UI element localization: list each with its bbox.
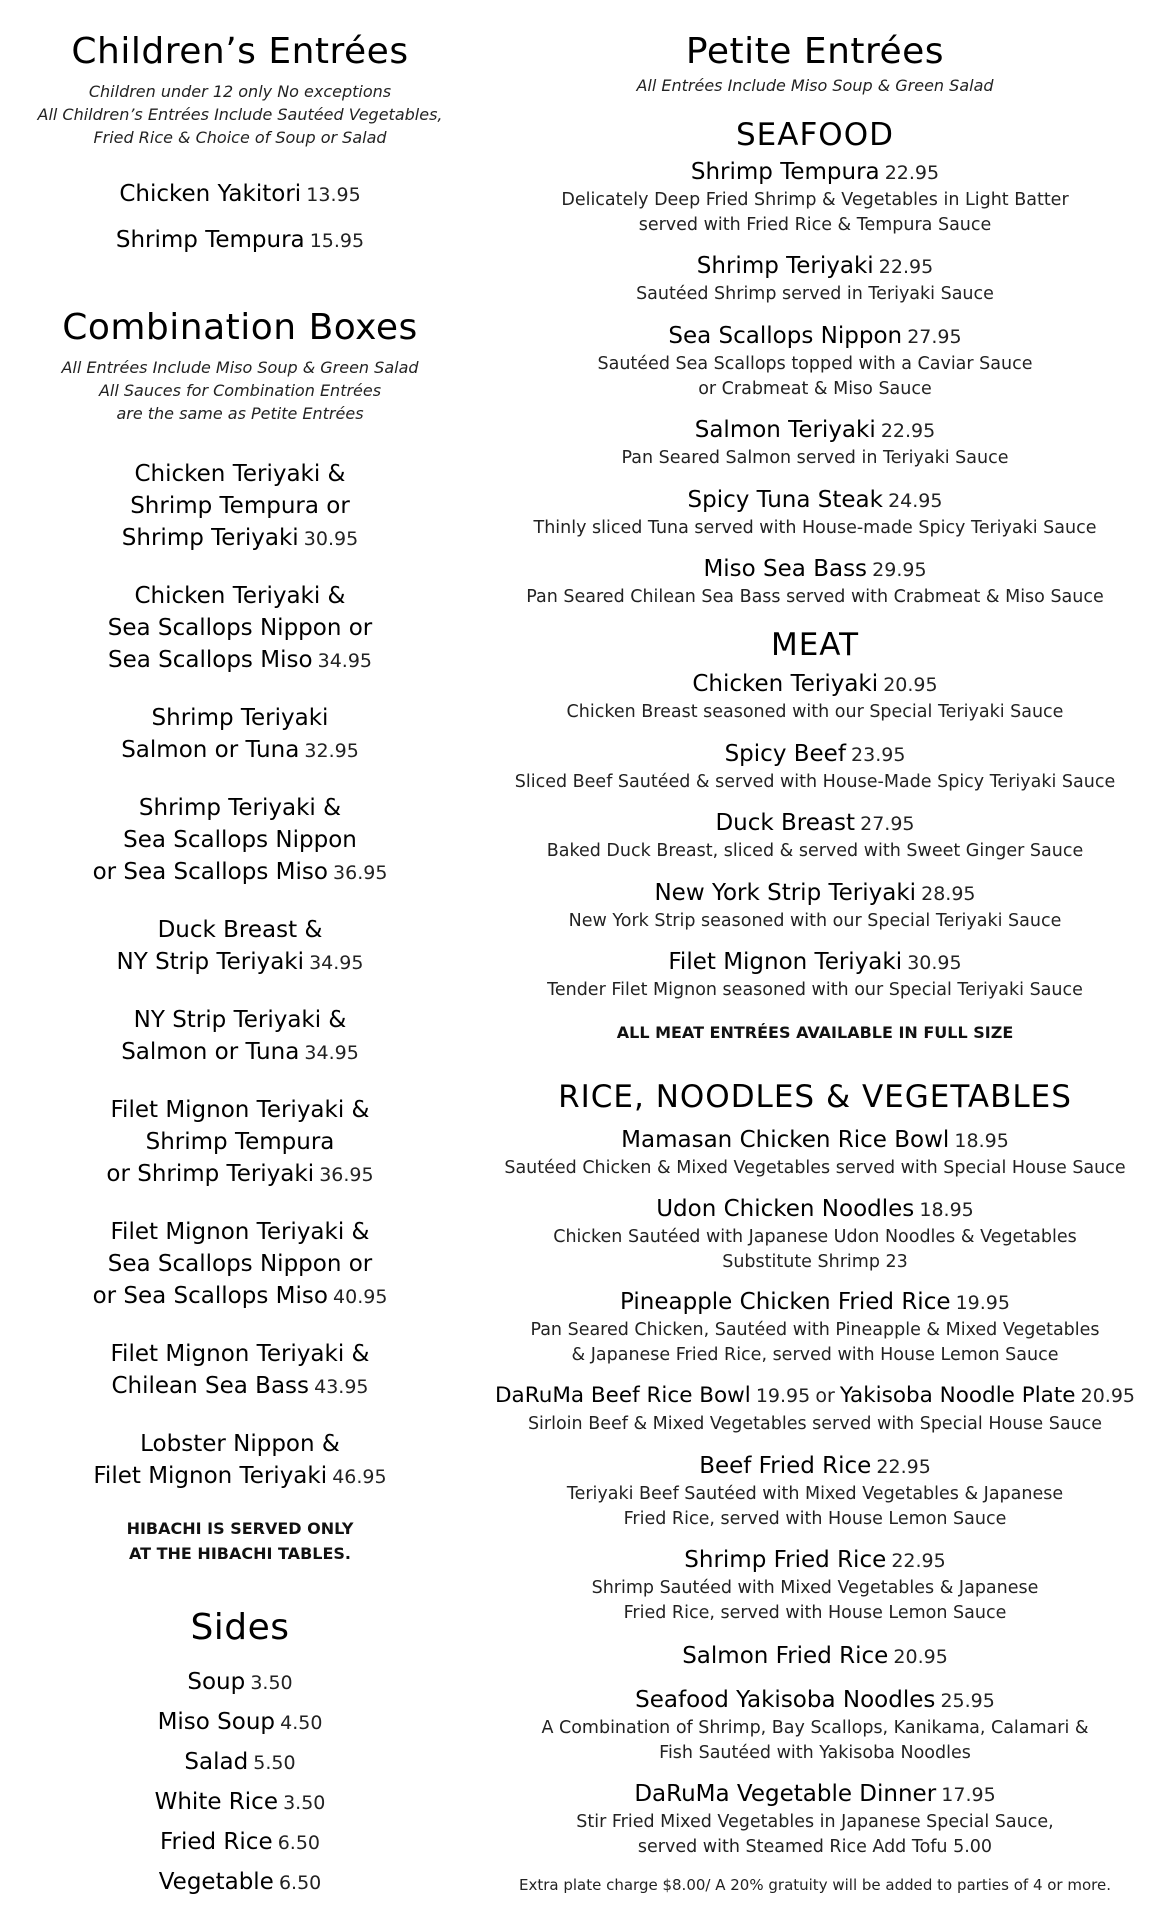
item-name-line: Salmon or Tuna <box>121 737 300 763</box>
item-price: 3.50 <box>283 1792 326 1814</box>
item-name: Fried Rice <box>159 1829 273 1855</box>
side-item <box>30 1786 450 1826</box>
item-name: Yakisoba Noodle Plate <box>839 1383 1076 1408</box>
combo-title: Combination Boxes <box>62 307 418 348</box>
item-price: 22.95 <box>880 420 936 442</box>
item-name: Shrimp Tempura <box>690 159 880 185</box>
combo-item <box>30 792 450 888</box>
item-price: 34.95 <box>304 1042 359 1064</box>
children-title: Children’s Entrées <box>71 31 409 72</box>
item-name-line: Filet Mignon Teriyaki & <box>110 1341 370 1367</box>
seafood-item <box>470 484 1160 541</box>
item-desc: Sirloin Beef & Mixed Vegetables served with Special House Sauce <box>527 1414 1103 1434</box>
item-price: 19.95 <box>955 1292 1010 1314</box>
item-name-line: Shrimp Teriyaki <box>121 525 299 551</box>
item-price: 34.95 <box>317 650 373 672</box>
combo-item <box>30 580 450 676</box>
item-desc: Fish Sautéed with Yakisoba Noodles <box>659 1743 971 1763</box>
item-name: Pineapple Chicken Fried Rice <box>620 1289 951 1315</box>
sides-title: Sides <box>190 1607 290 1648</box>
seafood-title: SEAFOOD <box>736 117 894 153</box>
rice-item <box>470 1778 1160 1860</box>
rice-item <box>470 1286 1160 1368</box>
item-price: 13.95 <box>306 184 361 206</box>
item-price: 40.95 <box>333 1286 388 1308</box>
item-name: Chicken Yakitori <box>119 181 302 207</box>
item-desc: Sautéed Shrimp served in Teriyaki Sauce <box>636 284 994 304</box>
item-name-line: Sea Scallops Nippon or <box>107 1251 373 1277</box>
rice-item <box>470 1640 1160 1672</box>
item-name: DaRuMa Beef Rice Bowl <box>494 1383 751 1408</box>
meat-full-size-note: ALL MEAT ENTRÉES AVAILABLE IN FULL SIZE <box>616 1023 1014 1042</box>
item-price: 27.95 <box>907 326 962 348</box>
item-name: Spicy Tuna Steak <box>687 487 883 513</box>
item-name: Soup <box>187 1669 246 1695</box>
item-name-line: Filet Mignon Teriyaki <box>93 1463 328 1489</box>
item-name-line: Lobster Nippon & <box>140 1431 340 1457</box>
combo-note: All Sauces for Combination Entrées <box>98 381 382 400</box>
item-price: 43.95 <box>314 1376 369 1398</box>
item-name: Duck Breast <box>715 810 856 836</box>
rice-item <box>470 1124 1160 1181</box>
item-name-line: Filet Mignon Teriyaki & <box>110 1097 370 1123</box>
item-price: 22.95 <box>878 256 934 278</box>
item-price: 23.95 <box>851 744 906 766</box>
item-price: 20.95 <box>883 674 938 696</box>
hibachi-note-line: HIBACHI IS SERVED ONLY <box>126 1519 354 1538</box>
item-desc: Fried Rice, served with House Lemon Sauce <box>623 1509 1007 1529</box>
item-name-line: Shrimp Teriyaki <box>151 705 329 731</box>
item-name-line: or Sea Scallops Miso <box>92 1283 328 1309</box>
item-desc: Sautéed Sea Scallops topped with a Caviar Sauce <box>597 354 1033 374</box>
item-name-line: NY Strip Teriyaki <box>116 949 304 975</box>
item-name-line: Chicken Teriyaki & <box>134 583 346 609</box>
item-price: 30.95 <box>907 952 962 974</box>
item-desc: Pan Seared Salmon served in Teriyaki Sauce <box>621 448 1009 468</box>
side-item <box>30 1746 450 1786</box>
rice-item <box>470 1544 1160 1626</box>
combo-item <box>30 914 450 978</box>
meat-item <box>470 807 1160 864</box>
item-desc: Delicately Deep Fried Shrimp & Vegetables in Light Batter <box>561 190 1069 210</box>
item-name-line: Chilean Sea Bass <box>111 1373 310 1399</box>
item-name-line: Chicken Teriyaki & <box>134 461 346 487</box>
item-name: Mamasan Chicken Rice Bowl <box>621 1127 950 1153</box>
petite-header <box>470 30 1160 97</box>
rice-item <box>470 1684 1160 1766</box>
combo-item <box>30 1004 450 1068</box>
item-name: Shrimp Teriyaki <box>696 253 874 279</box>
item-desc: Teriyaki Beef Sautéed with Mixed Vegetables & Japanese <box>566 1484 1064 1504</box>
meat-item <box>470 946 1160 1003</box>
item-price: 27.95 <box>860 813 915 835</box>
item-price: 46.95 <box>332 1466 387 1488</box>
item-desc: Chicken Sautéed with Japanese Udon Noodles & Vegetables <box>553 1227 1077 1247</box>
children-note: Children under 12 only No exceptions <box>88 82 392 101</box>
or-word: or <box>815 1385 835 1407</box>
combo-item <box>30 1338 450 1402</box>
item-name-line: Shrimp Tempura <box>145 1129 335 1155</box>
item-desc: Pan Seared Chilean Sea Bass served with Crabmeat & Miso Sauce <box>526 587 1104 607</box>
item-name: Spicy Beef <box>724 741 846 767</box>
item-name: Seafood Yakisoba Noodles <box>635 1687 936 1713</box>
item-name: Shrimp Tempura <box>115 227 305 253</box>
item-name: Vegetable <box>158 1869 274 1895</box>
item-name-line: Salmon or Tuna <box>121 1039 300 1065</box>
item-price: 17.95 <box>941 1784 996 1806</box>
item-price: 19.95 <box>755 1385 811 1407</box>
item-name-line: or Shrimp Teriyaki <box>106 1161 315 1187</box>
side-item <box>30 1666 450 1706</box>
item-name: Miso Sea Bass <box>703 556 868 582</box>
item-price: 3.50 <box>250 1672 293 1694</box>
hibachi-note <box>30 1516 450 1566</box>
item-price: 34.95 <box>309 952 364 974</box>
combo-section <box>30 306 450 425</box>
item-name-line: Duck Breast & <box>157 917 323 943</box>
item-price: 22.95 <box>884 162 940 184</box>
item-desc: or Crabmeat & Miso Sauce <box>698 379 932 399</box>
side-item <box>30 1826 450 1866</box>
item-name: Sea Scallops Nippon <box>668 323 903 349</box>
item-price: 22.95 <box>891 1550 946 1572</box>
item-price: 18.95 <box>919 1199 974 1221</box>
item-price: 30.95 <box>303 528 359 550</box>
daruma-combo-item <box>460 1380 1166 1437</box>
combo-item <box>30 1094 450 1190</box>
item-price: 22.95 <box>876 1456 931 1478</box>
meat-item <box>470 738 1160 795</box>
item-name: Shrimp Fried Rice <box>684 1547 887 1573</box>
seafood-item <box>470 553 1160 610</box>
item-price: 36.95 <box>333 862 388 884</box>
seafood-item <box>470 156 1160 238</box>
item-name-line: Filet Mignon Teriyaki & <box>110 1219 370 1245</box>
item-price: 18.95 <box>954 1130 1009 1152</box>
item-price: 4.50 <box>280 1712 323 1734</box>
children-section <box>30 30 450 149</box>
item-desc: Sautéed Chicken & Mixed Vegetables served with Special House Sauce <box>504 1158 1126 1178</box>
item-price: 32.95 <box>304 740 359 762</box>
item-name: DaRuMa Vegetable Dinner <box>634 1781 937 1807</box>
item-name-line: Sea Scallops Miso <box>107 647 313 673</box>
petite-note: All Entrées Include Miso Soup & Green Salad <box>636 76 994 95</box>
rice-item <box>470 1450 1160 1532</box>
footer-note: Extra plate charge $8.00/ A 20% gratuity will be added to parties of 4 or more. <box>518 1876 1111 1894</box>
hibachi-note-line: AT THE HIBACHI TABLES. <box>129 1544 351 1563</box>
item-name-line: Sea Scallops Nippon <box>123 827 357 853</box>
item-desc: New York Strip seasoned with our Special Teriyaki Sauce <box>568 911 1062 931</box>
combo-item <box>30 1428 450 1492</box>
item-price: 29.95 <box>872 559 927 581</box>
item-desc: Thinly sliced Tuna served with House-made Spicy Teriyaki Sauce <box>533 518 1097 538</box>
petite-title: Petite Entrées <box>685 31 945 72</box>
seafood-item <box>470 320 1160 402</box>
item-desc: A Combination of Shrimp, Bay Scallops, Kanikama, Calamari & <box>541 1718 1089 1738</box>
item-desc: Fried Rice, served with House Lemon Sauce <box>623 1603 1007 1623</box>
item-price: 20.95 <box>1080 1385 1136 1407</box>
item-desc: & Japanese Fried Rice, served with House Lemon Sauce <box>571 1345 1059 1365</box>
item-desc: served with Fried Rice & Tempura Sauce <box>638 215 992 235</box>
item-name-line: Sea Scallops Nippon or <box>107 615 373 641</box>
item-desc: Tender Filet Mignon seasoned with our Special Teriyaki Sauce <box>547 980 1083 1000</box>
seafood-item <box>470 414 1160 471</box>
children-note: Fried Rice & Choice of Soup or Salad <box>93 128 387 147</box>
side-item <box>30 1866 450 1906</box>
item-name: New York Strip Teriyaki <box>654 880 917 906</box>
item-desc: Chicken Breast seasoned with our Special Teriyaki Sauce <box>566 702 1064 722</box>
item-name: Beef Fried Rice <box>699 1453 872 1479</box>
combo-item <box>30 458 450 554</box>
item-desc: Shrimp Sautéed with Mixed Vegetables & Japanese <box>591 1578 1039 1598</box>
item-name: Salad <box>184 1749 249 1775</box>
item-name: White Rice <box>154 1789 278 1815</box>
item-desc: Stir Fried Mixed Vegetables in Japanese Special Sauce, <box>576 1812 1054 1832</box>
item-desc: Pan Seared Chicken, Sautéed with Pineapple & Mixed Vegetables <box>530 1320 1100 1340</box>
combo-note: All Entrées Include Miso Soup & Green Salad <box>61 358 419 377</box>
item-desc: Baked Duck Breast, sliced & served with Sweet Ginger Sauce <box>546 841 1084 861</box>
menu-item <box>30 224 450 256</box>
item-name: Miso Soup <box>157 1709 276 1735</box>
item-price: 6.50 <box>278 1872 322 1894</box>
meat-title: MEAT <box>770 627 860 663</box>
combo-note: are the same as Petite Entrées <box>116 404 364 423</box>
item-price: 25.95 <box>940 1690 995 1712</box>
rice-item <box>470 1193 1160 1275</box>
rice-title: RICE, NOODLES & VEGETABLES <box>558 1079 1072 1115</box>
meat-item <box>470 877 1160 934</box>
side-item <box>30 1706 450 1746</box>
item-price: 28.95 <box>921 883 976 905</box>
item-price: 5.50 <box>253 1752 296 1774</box>
item-name: Filet Mignon Teriyaki <box>668 949 903 975</box>
combo-item <box>30 1216 450 1312</box>
seafood-item <box>470 250 1160 307</box>
sides-list <box>30 1666 450 1906</box>
item-name-line: or Sea Scallops Miso <box>92 859 328 885</box>
item-desc: served with Steamed Rice Add Tofu 5.00 <box>637 1837 993 1857</box>
children-note: All Children’s Entrées Include Sautéed Vegetables, <box>37 105 443 124</box>
item-desc: Substitute Shrimp 23 <box>722 1252 908 1272</box>
item-name-line: Shrimp Tempura or <box>130 493 350 519</box>
item-price: 6.50 <box>277 1832 321 1854</box>
item-name: Salmon Fried Rice <box>682 1643 889 1669</box>
item-name-line: Shrimp Teriyaki & <box>138 795 342 821</box>
item-price: 15.95 <box>309 230 365 252</box>
combo-item <box>30 702 450 766</box>
menu-item <box>30 178 450 210</box>
item-price: 36.95 <box>319 1164 374 1186</box>
meat-item <box>470 668 1160 725</box>
item-price: 24.95 <box>888 490 943 512</box>
item-name-line: NY Strip Teriyaki & <box>133 1007 347 1033</box>
item-name: Salmon Teriyaki <box>694 417 876 443</box>
item-name: Udon Chicken Noodles <box>656 1196 915 1222</box>
item-desc: Sliced Beef Sautéed & served with House-Made Spicy Teriyaki Sauce <box>514 772 1116 792</box>
item-price: 20.95 <box>893 1646 948 1668</box>
item-name: Chicken Teriyaki <box>692 671 879 697</box>
